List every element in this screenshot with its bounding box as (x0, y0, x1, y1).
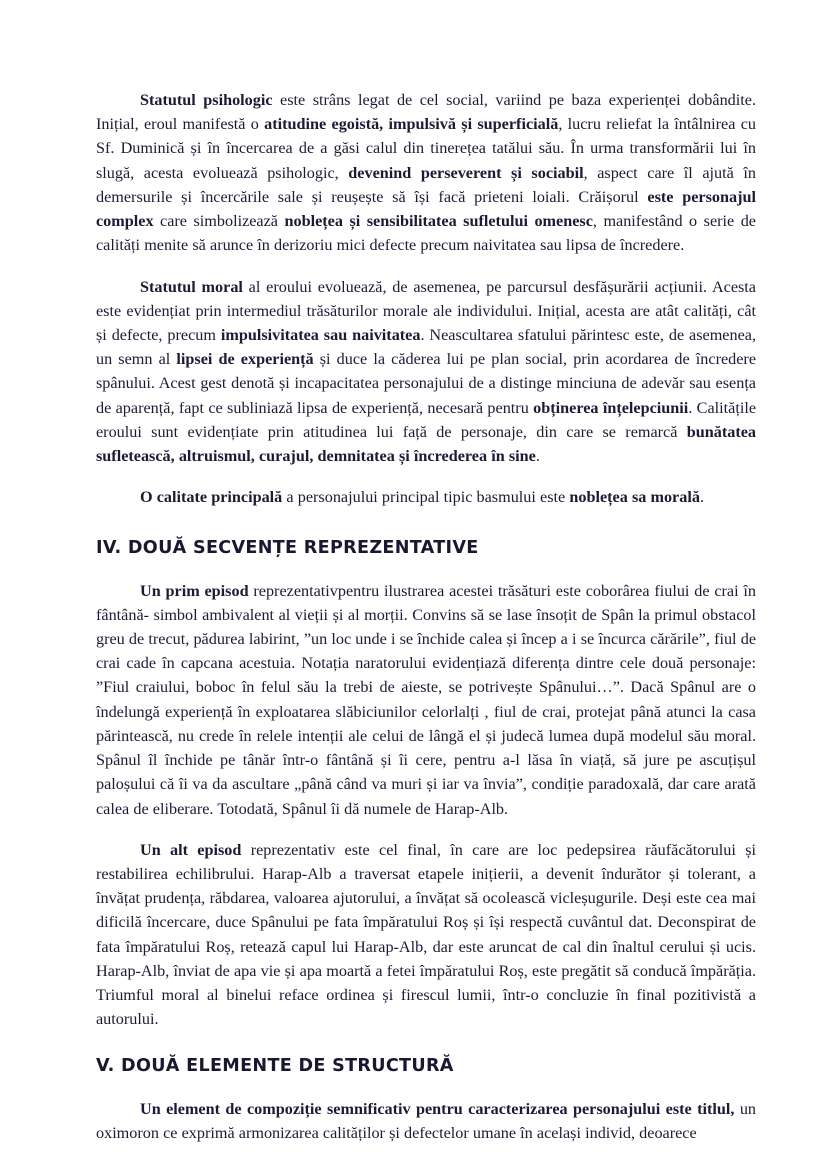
emphasis-run: Statutul psihologic (140, 91, 273, 109)
emphasis-run: impulsivitatea sau naivitatea (220, 325, 421, 344)
text-run: . (699, 488, 704, 507)
paragraph-un-prim-episod (96, 579, 756, 821)
section-heading-iv: IV. DOUĂ SECVENȚE REPREZENTATIVE (96, 537, 479, 558)
text-run: , lucru reliefat la întâlnirea cu Sf. Duminică și în încercarea de a găsi calul din tinerețea tatălui său. În urma transformării lui în slugă, acesta evoluează psihologic, (96, 115, 757, 182)
text-run: reprezentativ este cel final, în care are loc pedepsirea răufăcătorului și restabilirea echilibrului. Harap-Alb a traversat etapele inițierii, a devenit îndurător și tolerant, a învățat prudența, răbdarea, valoarea ajutorului, a învățat să ocolească vicleșugurile. Deși este cea mai dificilă încercare, duce Spânului pe fata împăratului Roș și își respectă cuvântul dat. Deconspirat de fata împăratului Roș, retează capul lui Harap-Alb, dar este aruncat de cal din înaltul cerului și ucis. Harap-Alb, înviat de apa vie și apa moartă a fetei împăratului Roș, este pregătit să conducă împărăția. Triumful moral al binelui reface ordinea și firescul lumii, într-o concluzie în final pozitivistă a autorului. (96, 840, 756, 1029)
paragraph-un-element-de-compozitie (96, 1097, 756, 1145)
section-heading-v: V. DOUĂ ELEMENTE DE STRUCTURĂ (96, 1055, 454, 1076)
emphasis-run: obținerea înțelepciunii (533, 398, 689, 417)
text-run: și duce la căderea lui pe plan social, prin acordarea de încredere spânului. Acest gest denotă și incapacitatea personajului de a distinge minciuna de adevăr sau esența de aparență, fapt ce subliniază lipsa de experiență, necesară pentru (96, 350, 757, 417)
text-run: a personajului principal tipic basmului este (282, 488, 570, 507)
text-run: al eroului evoluează, de asemenea, pe parcursul desfășurării acțiunii. Acesta este evidențiat prin intermediul trăsăturilor morale ale individului. Inițial, acesta are atât calități, cât și defecte, precum (96, 277, 756, 344)
text-run: este strâns legat de cel social, variind pe baza experienței dobândite. Inițial, eroul manifestă o (96, 91, 756, 134)
text-run: , manifestând o serie de calități menite să arunce în derizoriu mici defecte precum naivitatea sau lipsa de încredere. (96, 212, 756, 255)
emphasis-run: bunătatea sufletească, altruismul, curajul, demnitatea și încrederea în sine (96, 422, 756, 466)
emphasis-run: noblețea și sensibilitatea sufletului omenesc (284, 212, 593, 231)
text-run: care simbolizează (153, 212, 285, 231)
emphasis-run: devenind perseverent și sociabil (348, 163, 584, 182)
text-run: . Neascultarea sfatului părintesc este, de asemenea, un semn al (96, 325, 756, 369)
emphasis-run: noblețea sa morală (569, 488, 700, 507)
text-run: , aspect care îl ajută în demersurile și încercările sale și reușește să își facă prieteni loiali. Crăișorul (96, 163, 756, 206)
text-run: . (535, 447, 540, 466)
paragraph-un-alt-episod (96, 838, 756, 1032)
paragraph-calitate-principala (96, 485, 756, 509)
emphasis-run: Un prim episod (140, 581, 249, 600)
emphasis-run: este personajul complex (96, 187, 756, 231)
emphasis-run: Un element de compoziție semnificativ pentru caracterizarea personajului este titlul, (140, 1099, 735, 1118)
text-run: un oximoron ce exprimă armonizarea calităților și defectelor umane în același individ, deoarece (96, 1099, 757, 1142)
emphasis-run: lipsei de experiență (176, 350, 314, 369)
document-body (96, 88, 756, 1145)
paragraph-statutul-psihologic (96, 88, 756, 258)
emphasis-run: Statutul moral (140, 277, 243, 296)
text-run: reprezentativpentru ilustrarea acestei trăsături este coborârea fiului de crai în fântână- simbol ambivalent al vieții și al morții. Convins să se lase însoțit de Spân la primul obstacol greu de trecut, pădurea labirint, ”un loc unde i se închide calea și încep a i se încurca cărările”, fiul de crai cade în capcana acestuia. Notația naratorului evidențiază diferența dintre cele două personaje: ”Fiul craiului, boboc în felul său la trebi de aieste, se potrivește Spânului…”. Dacă Spânul are o îndelungă experiență în exploatarea slăbiciunilor celorlalți , fiul de crai, protejat până atunci la casa părintească, nu crede în relele intenții ale celui de lângă el și judecă lumea după modelul său moral. Spânul îl închide pe tânăr într-o fântână și îi cere, pentru a-l lăsa în viață, să jure pe ascuțișul paloșului că îi va da ascultare „până când va muri și iar va învia”, condiție paradoxală, dar care arată calea de eliberare. Totodată, Spânul îi dă numele de Harap-Alb. (96, 581, 756, 818)
text-run: . Calitățile eroului sunt evidențiate prin atitudinea lui față de personaje, din care se remarcă (96, 398, 757, 441)
emphasis-run: atitudine egoistă, impulsivă și superficială (264, 115, 559, 134)
emphasis-run: Un alt episod (140, 840, 242, 859)
paragraph-statutul-moral (96, 275, 756, 469)
emphasis-run: O calitate principală (140, 488, 283, 507)
